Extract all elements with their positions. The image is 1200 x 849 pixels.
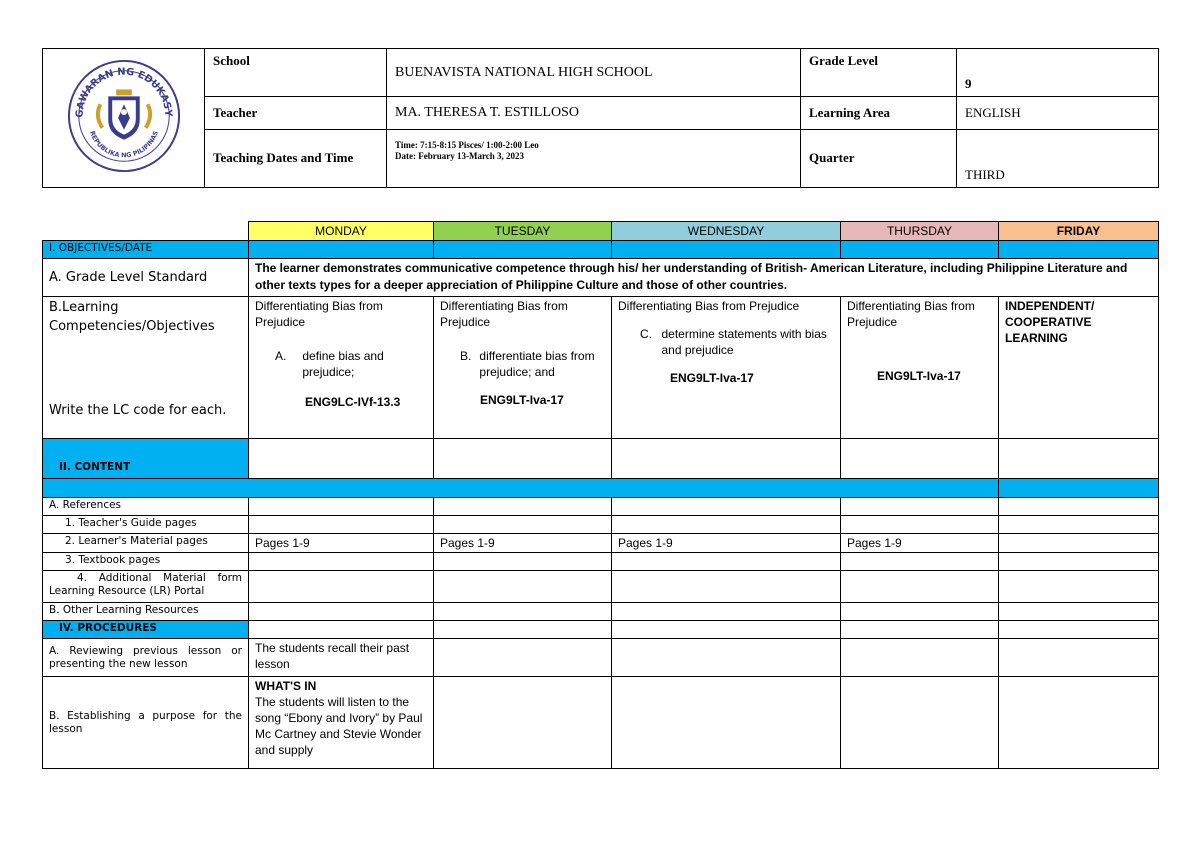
competency-thursday: Differentiating Bias from Prejudice ENG9LT-Iva-17 — [841, 297, 999, 439]
lm-pages-row — [43, 534, 1159, 553]
additional-material-row — [43, 571, 1159, 603]
competencies-label: B.Learning Competencies/Objectives — [49, 300, 215, 334]
date-value: Date: February 13-March 3, 2023 — [395, 150, 525, 161]
school-value: BUENAVISTA NATIONAL HIGH SCHOOL — [387, 49, 801, 97]
reviewing-label: A. Reviewing previous lesson or presenting the new lesson — [43, 639, 249, 677]
textbook-pages-label: 3. Textbook pages — [43, 553, 249, 571]
day-thursday: THURSDAY — [841, 222, 999, 241]
teacher-value: MA. THERESA T. ESTILLOSO — [387, 97, 801, 129]
whats-in-text: The students will listen to the song “Ebony and Ivory” by Paul Mc Cartney and Stevie Wonder and supply — [255, 695, 423, 757]
grade-level-label: Grade Level — [801, 49, 957, 97]
dll-table — [42, 221, 1159, 769]
other-resources-label: B. Other Learning Resources — [43, 603, 249, 621]
competencies-label-cell — [43, 297, 249, 439]
header-table — [42, 48, 1159, 188]
purpose-row — [43, 677, 1159, 769]
whats-in-heading: WHAT'S IN — [255, 679, 317, 693]
days-row — [43, 222, 1159, 241]
lm-pages-monday: Pages 1-9 — [249, 534, 434, 553]
references-row — [43, 498, 1159, 516]
lm-pages-label: 2. Learner's Material pages — [43, 534, 249, 553]
teaching-dates-label: Teaching Dates and Time — [205, 129, 387, 187]
teacher-label: Teacher — [205, 97, 387, 129]
quarter-label: Quarter — [801, 129, 957, 187]
day-wednesday: WEDNESDAY — [612, 222, 841, 241]
content-heading: II. CONTENT — [43, 439, 249, 479]
objectives-heading: I. OBJECTIVES/DATE — [43, 241, 249, 259]
logo-cell — [43, 49, 205, 188]
quarter-value: THIRD — [957, 129, 1159, 187]
grade-standard-label: A. Grade Level Standard — [43, 259, 249, 297]
content-row — [43, 439, 1159, 479]
tg-pages-row — [43, 516, 1159, 534]
purpose-monday — [249, 677, 434, 769]
day-monday: MONDAY — [249, 222, 434, 241]
other-resources-row — [43, 603, 1159, 621]
svg-text:KAGAWARAN NG EDUKASYON: GAWARAN NG EDUKASY — [74, 66, 173, 119]
code-tuesday: ENG9LT-Iva-17 — [480, 393, 564, 407]
lm-pages-wednesday: Pages 1-9 — [612, 534, 841, 553]
day-friday: FRIDAY — [999, 222, 1159, 241]
learning-area-value: ENGLISH — [957, 97, 1159, 129]
tg-pages-label: 1. Teacher's Guide pages — [43, 516, 249, 534]
grade-level-value: 9 — [957, 49, 1159, 97]
code-wednesday: ENG9LT-Iva-17 — [670, 371, 754, 385]
code-monday: ENG9LC-IVf-13.3 — [305, 395, 401, 409]
competency-wednesday: Differentiating Bias from Prejudice C. determine statements with bias and prejudice ENG9LT-Iva-17 — [612, 297, 841, 439]
deped-seal-icon — [65, 57, 183, 175]
svg-text:REPUBLIKA NG PILIPINAS: REPUBLIKA NG PILIPINAS — [87, 129, 160, 160]
learning-area-label: Learning Area — [801, 97, 957, 129]
procedures-row — [43, 621, 1159, 639]
additional-material-label: 4. Additional Material form Learning Resource (LR) Portal — [43, 571, 249, 603]
competency-friday: INDEPENDENT/ COOPERATIVE LEARNING — [999, 297, 1159, 439]
objectives-row — [43, 241, 1159, 259]
lm-pages-thursday: Pages 1-9 — [841, 534, 999, 553]
blue-band-row — [43, 479, 1159, 498]
teaching-dates-value — [387, 129, 801, 187]
lc-code-label: Write the LC code for each. — [49, 403, 227, 418]
procedures-heading: IV. PROCEDURES — [43, 621, 249, 639]
competency-tuesday: Differentiating Bias from Prejudice B. differentiate bias from prejudice; and ENG9LT-Iva-17 — [434, 297, 612, 439]
competency-monday: Differentiating Bias from Prejudice A. define bias and prejudice; ENG9LC-IVf-13.3 — [249, 297, 434, 439]
textbook-pages-row — [43, 553, 1159, 571]
school-label: School — [205, 49, 387, 97]
competencies-row — [43, 297, 1159, 439]
references-label: A. References — [43, 498, 249, 516]
reviewing-monday: The students recall their past lesson — [249, 639, 434, 677]
code-thursday: ENG9LT-Iva-17 — [877, 369, 961, 383]
time-value: Time: 7:15-8:15 Pisces/ 1:00-2:00 Leo — [395, 139, 539, 150]
lm-pages-tuesday: Pages 1-9 — [434, 534, 612, 553]
grade-standard-text: The learner demonstrates communicative competence through his/ her understanding of British- American Literature, including Philippine Literature and other texts types for a deeper appreciation of Philippine Culture and those of other countries. — [249, 259, 1159, 297]
grade-standard-row — [43, 259, 1159, 297]
purpose-label: B. Establishing a purpose for the lesson — [43, 677, 249, 769]
reviewing-row — [43, 639, 1159, 677]
day-tuesday: TUESDAY — [434, 222, 612, 241]
